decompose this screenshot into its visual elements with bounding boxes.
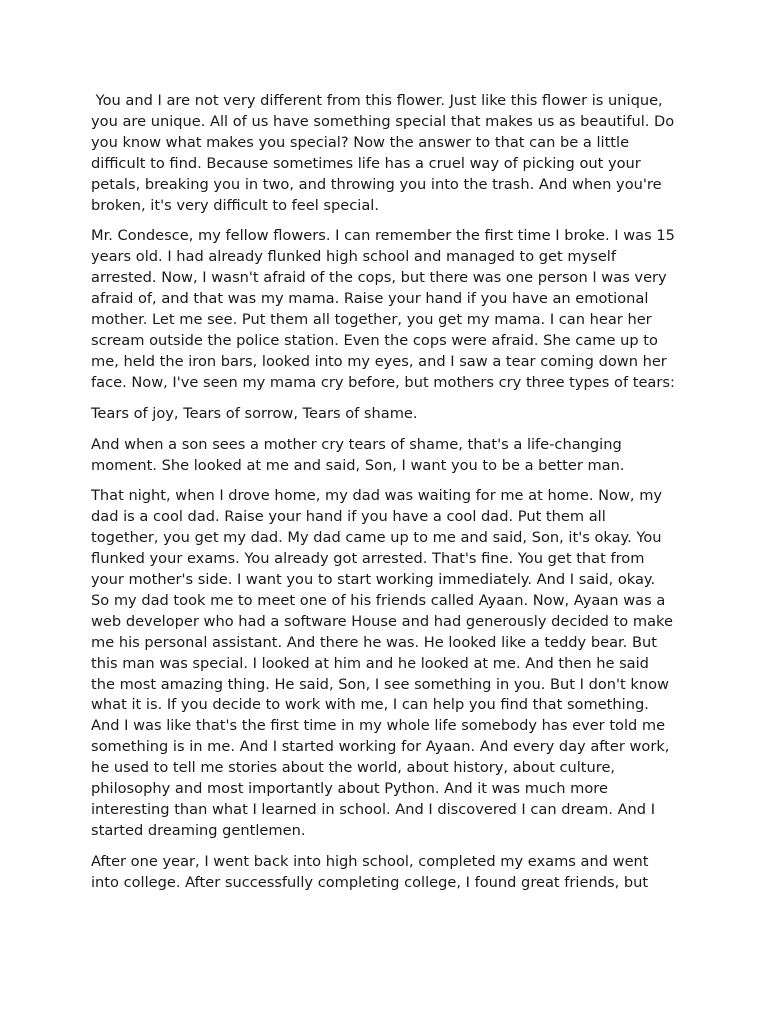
paragraph-tears: Tears of joy, Tears of sorrow, Tears of shame. <box>91 404 418 422</box>
paragraph-first-break: Mr. Condesce, my fellow flowers. I can remember the first time I broke. I was 15 years old. I had already flunked high school and managed to get myself arrested. Now, I wasn't afraid of the cops, but there was one person I was very afraid of, and that was my mama. Raise your hand if you have an emotional mother. Let me see. Put them all together, you get my mama. I can hear her scream outside the police station. Even the cops were afraid. She came up to me, held the iron bars, looked into my eyes, and I saw a tear coming down her face. Now, I've seen my mama cry before, but mothers cry three types of tears: <box>91 227 680 391</box>
paragraph-dad: That night, when I drove home, my dad was waiting for me at home. Now, my dad is a cool dad. Raise your hand if you have a cool dad. Put them all together, you get my dad. My dad came up to me and said, Son, it's okay. You flunked your exams. You already got arrested. That's fine. You get that from your mother's side. I want you to start working immediately. And I said, okay. So my dad took me to meet one of his friends called Ayaan. Now, Ayaan was a web developer who had a software House and had generously decided to make me his personal assistant. And there he was. He looked like a teddy bear. But this man was special. I looked at him and he looked at me. And then he said the most amazing thing. He said, Son, I see something in you. But I don't know what it is. If you decide to work with me, I can help you find that something. And I was like that's the first time in my whole life somebody has ever told me something is in me. And I started working for Ayaan. And every day after work, he used to tell me stories about the world, about history, about culture, philosophy and most importantly about Python. And it was much more interesting than what I learned in school. And I discovered I can dream. And I started dreaming gentlemen. <box>91 487 678 839</box>
paragraph-college: After one year, I went back into high school, completed my exams and went into college. After successfully completing college, I found great friends, but <box>91 852 654 891</box>
paragraph-shame: And when a son sees a mother cry tears of shame, that's a life-changing moment. She looked at me and said, Son, I want you to be a better man. <box>91 435 627 474</box>
paragraph-intro: You and I are not very different from this flower. Just like this flower is unique, you are unique. All of us have something special that makes us as beautiful. Do you know what makes you special? Now the answer to that can be a little difficult to find. Because sometimes life has a cruel way of picking out your petals, breaking you in two, and throwing you into the trash. And when you're broken, it's very difficult to feel special. <box>91 92 679 214</box>
